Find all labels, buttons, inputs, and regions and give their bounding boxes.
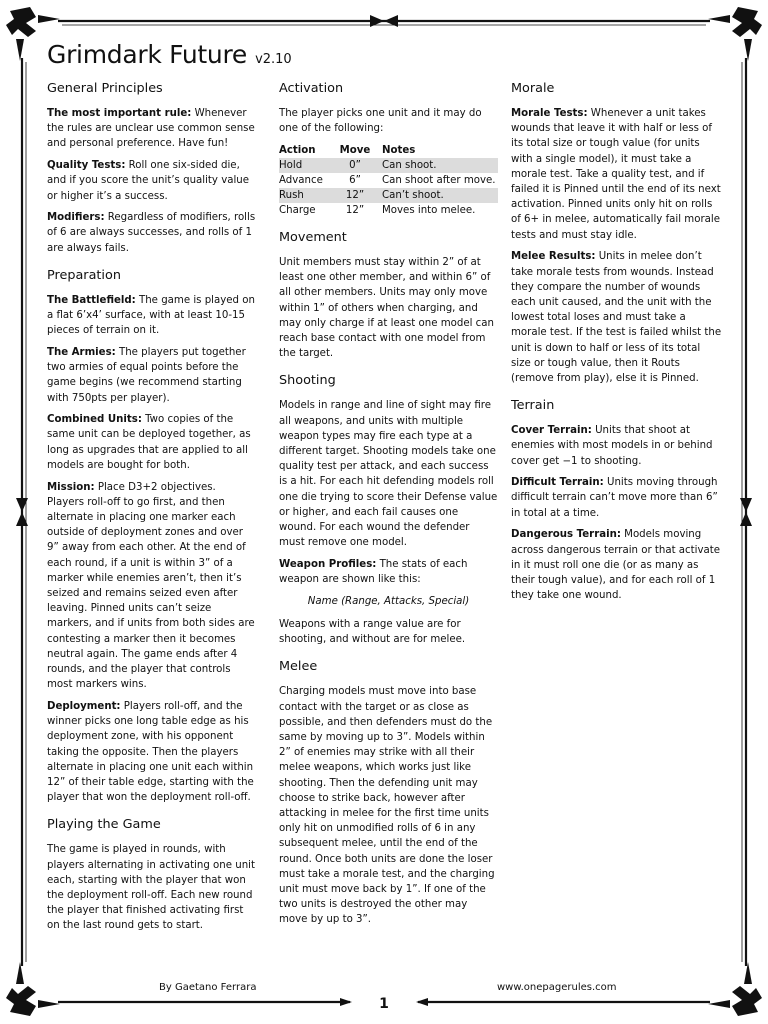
paragraph: The Armies: The players put together two armies of equal points before the game begins (we recommend starting with 750pts per player). (47, 346, 246, 404)
table-cell: Advance (279, 174, 323, 186)
paragraph: Models in range and line of sight may fire all weapons, and units with multiple weapon types may fire each type at a different target. Shooting models take one quality test per attack, and each success is a hit. For each hit defending models roll one die trying to score their Defense value or higher, and each fail causes one wound. For each wound the defender must remove one model. (279, 400, 498, 549)
table-cell: Rush (279, 188, 337, 203)
table-cell: Hold (279, 158, 337, 173)
table-cell: Can shoot after move. (382, 174, 496, 186)
paragraph: Melee Results: Units in melee don’t take morale tests from wounds. Instead they compare the number of wounds each unit caused, and the unit with the lowest total loses and must take a morale test. If the test is failed whilst the unit is down to half or less of its total size or tough value, then it Routs (remove from play), else it is Pinned. (511, 251, 722, 384)
paragraph: Quality Tests: Roll one six-sided die, and if you score the unit’s quality value or higher it’s a success. (47, 160, 250, 202)
title-text: Grimdark Future (47, 40, 247, 69)
paragraph: Mission: Place D3+2 objectives. Players roll-off to go first, and then alternate in placing one marker each outside of deployment zones and over 9” away from each other. At the end of each round, if a unit is within 3” of a marker while enemies aren’t, then it’s seized and remains seized even after leaving. Pinned units can’t seize markers, and if units from both sides are contesting a marker then it becomes neutral again. The game ends after 4 rounds, and the player that controls most markers wins. (47, 481, 255, 691)
heading-melee: Melee (279, 659, 318, 675)
ornament-left-center (16, 498, 28, 526)
table-header-row (279, 143, 498, 158)
heading-movement: Movement (279, 229, 347, 245)
table-header: Notes (382, 144, 416, 156)
section-morale (511, 80, 723, 386)
table-row (279, 173, 498, 188)
section-general-principles (47, 80, 256, 256)
section-movement (279, 229, 498, 361)
table-cell: 6” (349, 174, 361, 186)
paragraph: Dangerous Terrain: Models moving across dangerous terrain or that activate in it must roll one die (or as many as their tough value), and for each roll of 1 they take one wound. (511, 529, 721, 602)
table-cell: 12” (337, 188, 373, 203)
paragraph: Deployment: Players roll-off, and the winner picks one long table edge as his deployment zone, with his opponent taking the opposite. Then the players alternate in placing one unit each within 12” of their table edge, starting with the player that won the deployment roll-off. (47, 700, 254, 804)
section-terrain (511, 397, 723, 603)
paragraph: Difficult Terrain: Units moving through difficult terrain can’t move more than 6” in total at a time. (511, 477, 718, 519)
table-cell: Can shoot. (373, 158, 498, 173)
ornament-right-center (740, 498, 752, 526)
table-cell: Charge (279, 204, 316, 216)
section-playing-the-game (47, 816, 256, 933)
footer-author: By Gaetano Ferrara (159, 982, 257, 993)
table-row (279, 188, 498, 203)
table-cell: 0” (337, 158, 373, 173)
paragraph: Morale Tests: Whenever a unit takes wounds that leave it with half or less of its total size or tough value (for units with a single model), it must take a morale test. Take a quality test, and if failed it is Pinned until the end of its next activation. Pinned units only hit on rolls of 6+ in melee, automatically fail morale tests and must stay idle. (511, 108, 721, 241)
footer-website-link[interactable]: www.onepagerules.com (497, 982, 617, 993)
column-right (511, 80, 723, 614)
paragraph: Modifiers: Regardless of modifiers, rolls of 6 are always successes, and rolls of 1 are always fails. (47, 212, 256, 254)
section-shooting (279, 372, 498, 647)
section-preparation (47, 267, 256, 806)
table-cell: Can’t shoot. (373, 188, 498, 203)
paragraph: Cover Terrain: Units that shoot at enemies with most models in or behind cover get −1 to shooting. (511, 425, 713, 467)
heading-preparation: Preparation (47, 267, 121, 283)
corner-ornament-top-right (708, 7, 762, 61)
paragraph: Weapons with a range value are for shooting, and without are for melee. (279, 618, 466, 646)
heading-morale: Morale (511, 81, 555, 96)
heading-general-principles: General Principles (47, 81, 163, 96)
page-number: 1 (379, 996, 389, 1012)
paragraph: The Battlefield: The game is played on a flat 6’x4’ surface, with at least 10-15 pieces of terrain on it. (47, 294, 255, 337)
table-header: Action (279, 144, 316, 156)
table-row (279, 158, 498, 173)
heading-playing-the-game: Playing the Game (47, 817, 161, 833)
heading-shooting: Shooting (279, 373, 336, 389)
paragraph: Weapon Profiles: The stats of each weapon are shown like this: (279, 558, 468, 586)
paragraph: Unit members must stay within 2” of at least one other member, and within 6” of all other members. Units may only move within 1” of others when charging, and may only charge if at least one model can reach base contact with one model from the target. (279, 256, 494, 360)
paragraph: The game is played in rounds, with players alternating in activating one unit each, starting with the player that won the deployment roll-off. Each new round the player that finished activating first on the last round gets to start. (47, 844, 255, 932)
paragraph: The most important rule: Whenever the rules are unclear use common sense and personal preference. Have fun! (47, 108, 255, 150)
paragraph: Charging models must move into base contact with the target or as close as possible, and then defenders must do the same by moving up to 3”. Models within 2” of enemies may strike with all their melee weapons, which works just like shooting. Then the defending unit may choose to strike back, however after attacking in melee for the first time units only hit on unmodified rolls of 6 in any subsequent melee, until the end of the round. Once both units are done the loser must take a morale test, and the charging unit must move back by 1”. If one of the two units is destroyed the other may move by up to 3”. (279, 686, 495, 926)
paragraph: The player picks one unit and it may do one of the following: (279, 108, 482, 135)
table-cell: Moves into melee. (382, 204, 476, 216)
table-header: Move (339, 144, 371, 156)
page-title (47, 40, 292, 69)
column-left (47, 80, 256, 945)
table-row (279, 203, 498, 218)
activation-table (279, 143, 498, 218)
table-cell: 12” (345, 204, 365, 216)
ornament-top-center (370, 15, 398, 27)
heading-terrain: Terrain (511, 398, 555, 414)
column-middle (279, 80, 498, 939)
section-melee (279, 658, 498, 927)
version-text: v2.10 (255, 52, 292, 67)
heading-activation: Activation (279, 81, 344, 96)
weapon-profile-format: Name (Range, Attacks, Special) (307, 595, 470, 607)
section-activation (279, 80, 498, 218)
paragraph: Combined Units: Two copies of the same unit can be deployed together, as long as upgrades that are applied to all models are bought for both. (47, 414, 251, 471)
